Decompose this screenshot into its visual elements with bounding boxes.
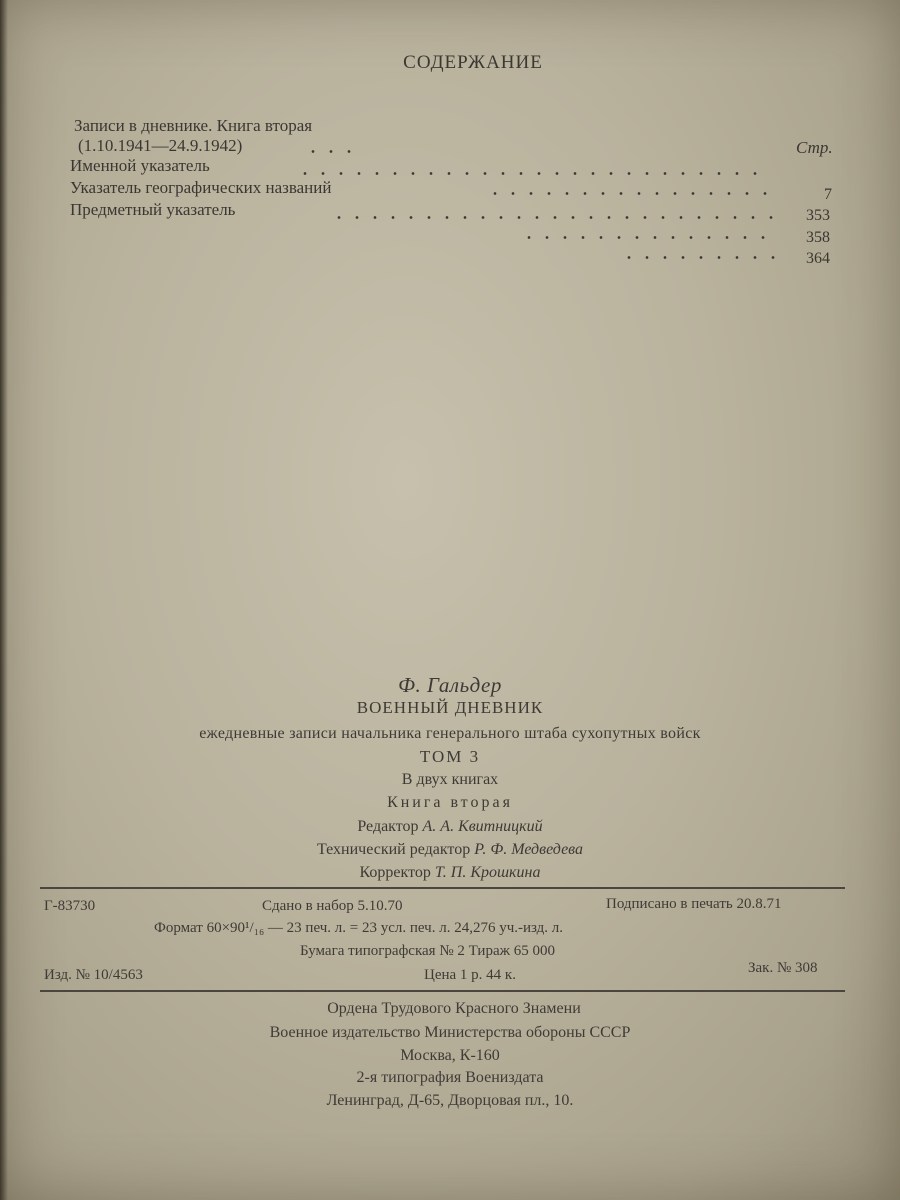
credit-person: А. А. Квитницкий: [422, 818, 543, 835]
volume-label: ТОМ 3: [419, 747, 481, 766]
book-number: Книга вторая: [387, 794, 513, 811]
printer-name: 2-я типография Воениздата: [356, 1069, 544, 1086]
toc-entry-subject-index: Предметный указатель: [70, 200, 236, 219]
credit-role: Технический редактор: [316, 841, 471, 858]
book-subtitle: ежедневные записи начальника генерального штаба сухопутных войск: [199, 725, 701, 742]
toc-leader-dots: [486, 192, 776, 195]
credit-tech-editor: [0, 841, 900, 859]
toc-leader-dots: [296, 172, 766, 175]
credit-proofreader: [0, 864, 900, 882]
printer-address: Ленинград, Д-65, Дворцовая пл., 10.: [326, 1092, 574, 1109]
credit-person: Т. П. Крошкина: [434, 864, 541, 881]
toc-leader-dots: [304, 150, 364, 153]
toc-page-number: 353: [806, 207, 830, 224]
order-number: Зак. № 308: [748, 960, 818, 976]
toc-entry-name-index: Именной указатель: [70, 156, 210, 175]
set-date: Сдано в набор 5.10.70: [262, 898, 403, 914]
publisher-address: Москва, К-160: [400, 1047, 500, 1064]
contents-title: СОДЕРЖАНИЕ: [403, 52, 543, 73]
publisher-award: Ордена Трудового Красного Знамени: [327, 1000, 581, 1017]
credit-person: Р. Ф. Медведева: [474, 841, 583, 858]
toc-page-number: 7: [824, 186, 832, 203]
page-column-label: Стр.: [796, 138, 833, 157]
toc-leader-dots: [620, 256, 776, 259]
divider-rule-top: [40, 887, 845, 889]
book-title: ВОЕННЫЙ ДНЕВНИК: [356, 698, 544, 717]
toc-page-number: 364: [806, 250, 830, 267]
divider-rule-bottom: [40, 990, 845, 992]
spine-shadow: [0, 0, 8, 1200]
credit-editor: [0, 818, 900, 836]
toc-entry-diary-line1: Записи в дневнике. Книга вторая: [74, 116, 313, 135]
print-code: Г-83730: [44, 898, 96, 914]
credit-role: Редактор: [357, 818, 419, 835]
publisher-name: Военное издательство Министерства обороны СССР: [269, 1024, 631, 1041]
toc-entry-geo-index: Указатель географических названий: [70, 178, 332, 197]
toc-leader-dots: [330, 216, 776, 219]
format-line: Формат 60×90¹/₁₆ — 23 печ. л. = 23 усл. печ. л. 24,276 уч.-изд. л.: [154, 920, 564, 936]
toc-entry-diary-line2: (1.10.1941—24.9.1942): [78, 136, 243, 155]
toc-leader-dots: [520, 236, 776, 239]
author-name: Ф. Гальдер: [398, 673, 502, 697]
books-count: В двух книгах: [401, 771, 499, 788]
signed-date: Подписано в печать 20.8.71: [606, 896, 782, 912]
izd-number: Изд. № 10/4563: [44, 967, 143, 983]
paper-line: Бумага типографская № 2 Тираж 65 000: [300, 943, 555, 959]
toc-page-number: 358: [806, 229, 830, 246]
credit-role: Корректор: [359, 864, 431, 881]
price: Цена 1 р. 44 к.: [424, 967, 516, 983]
